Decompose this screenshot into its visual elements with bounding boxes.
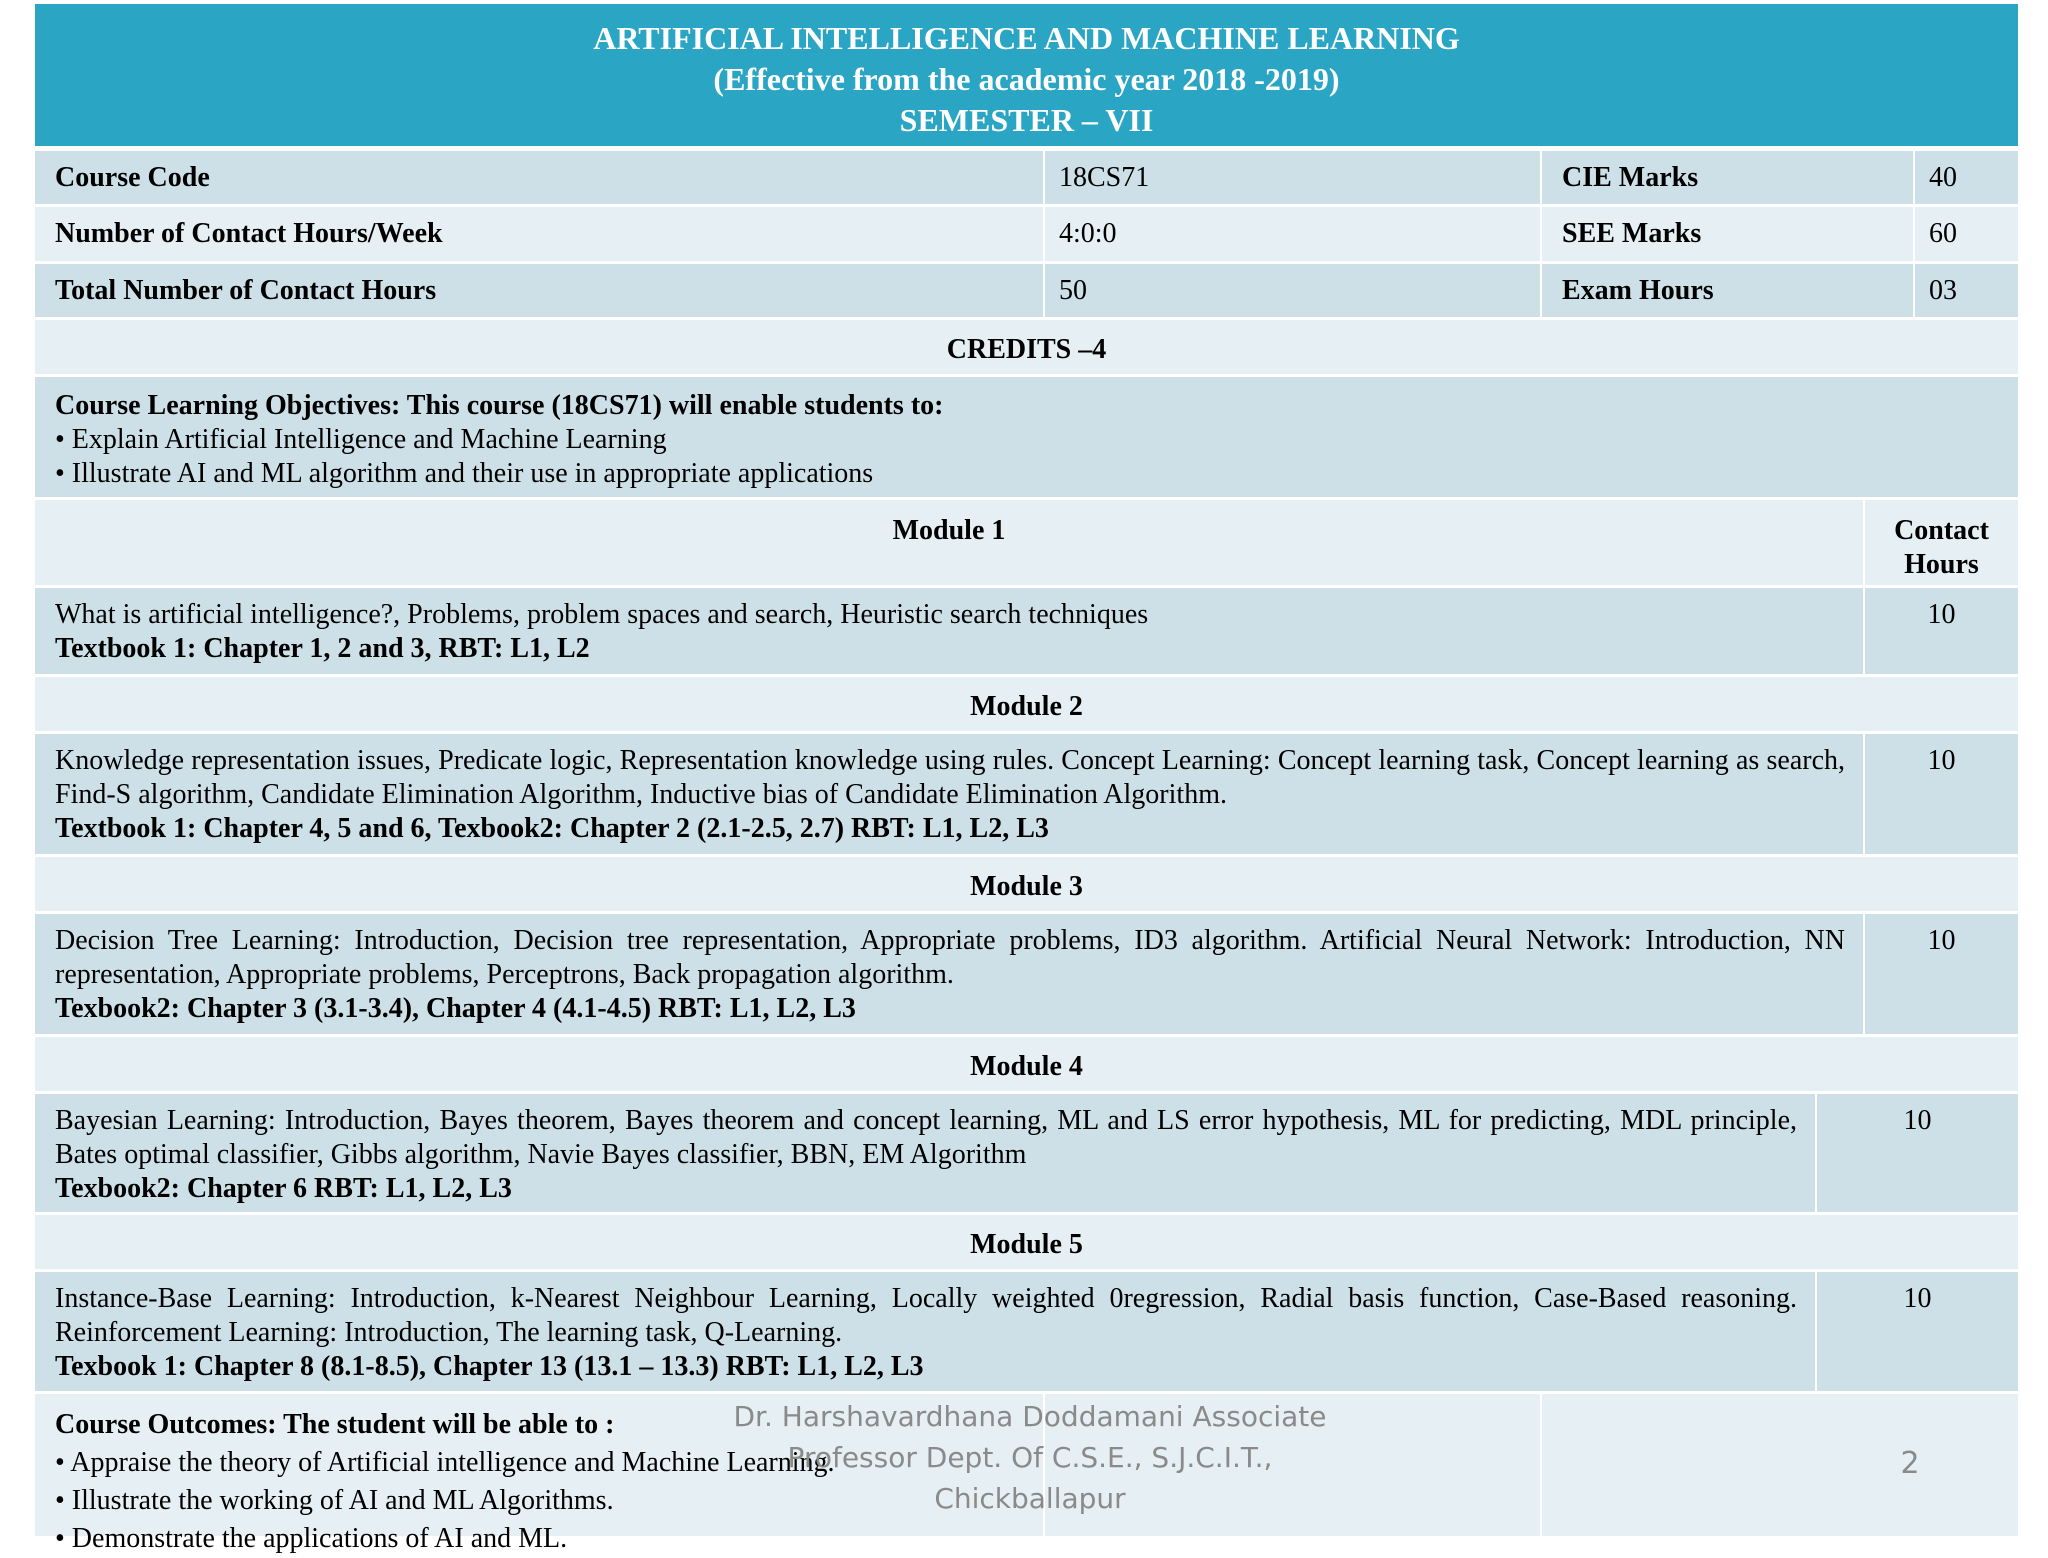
syllabus-page [35, 4, 2018, 1554]
cie-marks-label: CIE Marks [1542, 151, 1915, 207]
see-marks-label: SEE Marks [1542, 207, 1915, 264]
objective-item: • Illustrate AI and ML algorithm and their use in appropriate applications [55, 458, 874, 489]
footer-author: Dr. Harshavardhana Doddamani Associate Professor Dept. Of C.S.E., S.J.C.I.T., Chickballapur [733, 1400, 1327, 1515]
module-2-topics: Knowledge representation issues, Predicate logic, Representation knowledge using rules. Concept Learning: Concept learning task, Concept learning as search, Find-S algorithm, Candidate Elimination Algorithm, Inductive bias of Candidate Elimination Algorithm. [55, 745, 1845, 810]
semester-label: SEMESTER – VII [899, 102, 1154, 138]
exam-hours-value: 03 [1915, 264, 2018, 320]
course-code-label: Course Code [35, 151, 1045, 207]
contact-hours-header: Contact Hours [1865, 500, 2018, 588]
module-1-title: Module 1 [35, 500, 1865, 588]
module-5-title: Module 5 [35, 1215, 2018, 1272]
module-3-textbook: Texbook2: Chapter 3 (3.1-3.4), Chapter 4 (4.1-4.5) RBT: L1, L2, L3 [55, 993, 856, 1024]
module-5-hours: 10 [1817, 1272, 2018, 1394]
learning-objectives [35, 377, 2018, 500]
see-marks-value: 60 [1915, 207, 2018, 264]
module-1-hours: 10 [1865, 588, 2018, 677]
module-2-description [35, 734, 1865, 857]
module-1-topics: What is artificial intelligence?, Problems, problem spaces and search, Heuristic search techniques [55, 599, 1149, 630]
course-code-value: 18CS71 [1045, 151, 1542, 207]
outcomes-spacer-cell [1542, 1394, 2018, 1536]
contact-hours-week-label: Number of Contact Hours/Week [35, 207, 1045, 264]
course-header [35, 4, 2018, 146]
module-5-textbook: Texbook 1: Chapter 8 (8.1-8.5), Chapter 13 (13.1 – 13.3) RBT: L1, L2, L3 [55, 1351, 924, 1382]
effective-year: (Effective from the academic year 2018 -2019) [713, 61, 1340, 97]
module-3-topics: Decision Tree Learning: Introduction, Decision tree representation, Appropriate problems, ID3 algorithm. Artificial Neural Network: Introduction, NN representation, Appropriate problems, Perceptrons, Back propagation algorithm. [55, 925, 1845, 990]
module-1-textbook: Textbook 1: Chapter 1, 2 and 3, RBT: L1, L2 [55, 633, 590, 664]
page-number: 2 [1900, 1446, 1920, 1481]
module-2-hours: 10 [1865, 734, 2018, 857]
module-5-description [35, 1272, 1817, 1394]
contact-hours-week-value: 4:0:0 [1045, 207, 1542, 264]
module-4-title: Module 4 [35, 1037, 2018, 1094]
total-contact-hours-value: 50 [1045, 264, 1542, 320]
total-contact-hours-label: Total Number of Contact Hours [35, 264, 1045, 320]
module-4-topics: Bayesian Learning: Introduction, Bayes theorem, Bayes theorem and concept learning, ML and LS error hypothesis, ML for predicting, MDL principle, Bates optimal classifier, Gibbs algorithm, Navie Bayes classifier, BBN, EM Algorithm [55, 1105, 1797, 1170]
module-4-textbook: Texbook2: Chapter 6 RBT: L1, L2, L3 [55, 1173, 512, 1204]
outcome-item: • Illustrate the working of AI and ML Algorithms. [55, 1485, 614, 1516]
cie-marks-value: 40 [1915, 151, 2018, 207]
module-3-description [35, 914, 1865, 1037]
credits: CREDITS –4 [35, 320, 2018, 377]
module-3-title: Module 3 [35, 857, 2018, 914]
outcome-item: • Demonstrate the applications of AI and ML. [55, 1523, 568, 1554]
module-2-textbook: Textbook 1: Chapter 4, 5 and 6, Texbook2: Chapter 2 (2.1-2.5, 2.7) RBT: L1, L2, L3 [55, 813, 1049, 844]
course-title: ARTIFICIAL INTELLIGENCE AND MACHINE LEARNING [593, 20, 1460, 56]
module-2-title: Module 2 [35, 677, 2018, 734]
objective-item: • Explain Artificial Intelligence and Machine Learning [55, 424, 667, 455]
module-5-topics: Instance-Base Learning: Introduction, k-Nearest Neighbour Learning, Locally weighted 0regression, Radial basis function, Case-Based reasoning. Reinforcement Learning: Introduction, The learning task, Q-Learning. [55, 1283, 1797, 1348]
outcomes-heading: Course Outcomes: The student will be able to : [55, 1409, 615, 1440]
module-3-hours: 10 [1865, 914, 2018, 1037]
outcome-item: • Appraise the theory of Artificial intelligence and Machine Learning. [55, 1447, 835, 1478]
module-4-hours: 10 [1817, 1094, 2018, 1215]
objectives-heading: Course Learning Objectives: This course (18CS71) will enable students to: [55, 390, 944, 421]
exam-hours-label: Exam Hours [1542, 264, 1915, 320]
module-4-description [35, 1094, 1817, 1215]
module-1-description [35, 588, 1865, 677]
